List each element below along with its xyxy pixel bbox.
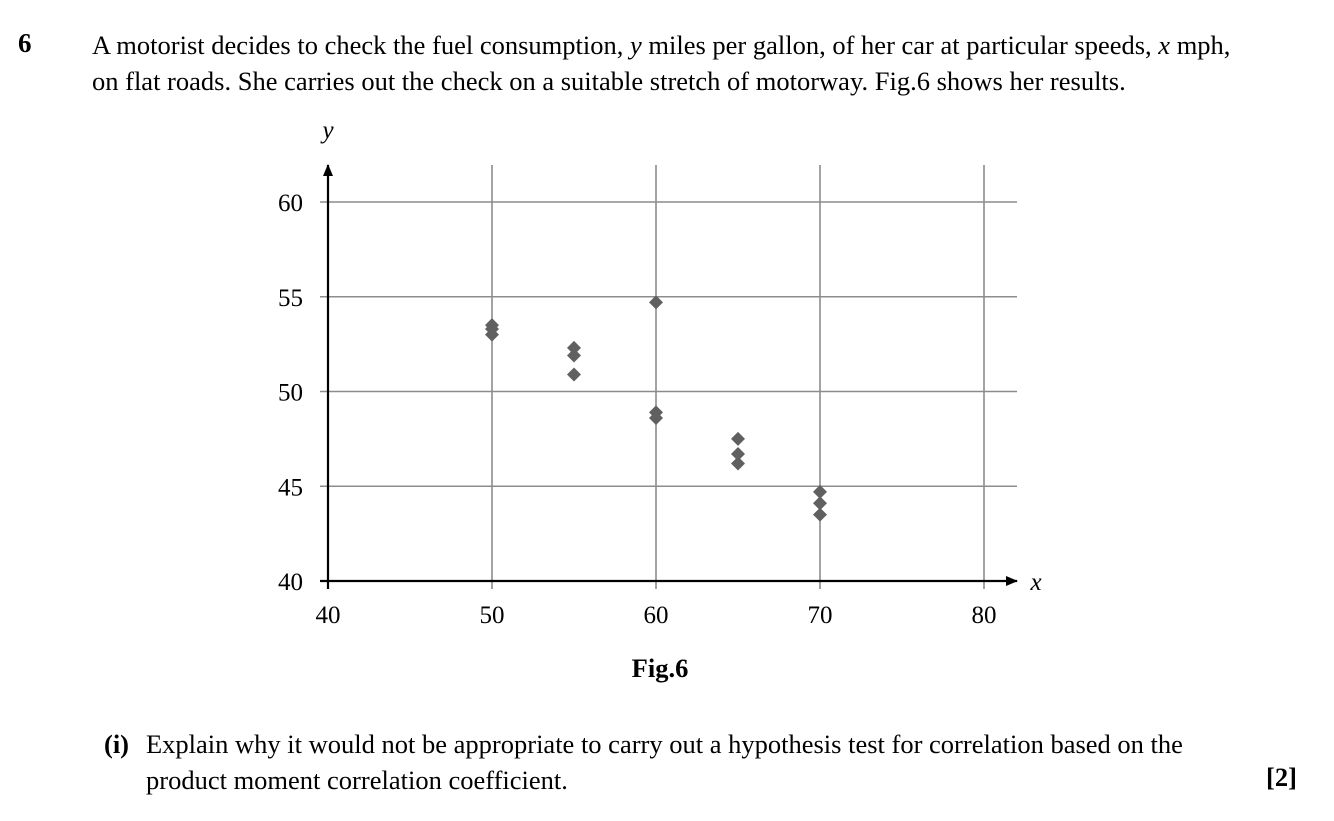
x-tick-label-50: 50 — [479, 602, 505, 629]
x-tick-label-40: 40 — [315, 602, 341, 629]
part-i-label: (i) — [104, 729, 130, 759]
figure-caption: Fig.6 — [631, 653, 689, 683]
grid-lines — [320, 165, 1017, 589]
x-tick-label-80: 80 — [971, 602, 997, 629]
y-tick-label-60: 60 — [278, 190, 303, 217]
data-point-15 — [813, 508, 827, 522]
intro-variable-x: x — [1158, 30, 1171, 60]
axes — [319, 117, 1041, 596]
data-point-12 — [731, 457, 745, 471]
tick-labels — [278, 190, 997, 629]
y-tick-label-40: 40 — [278, 569, 303, 596]
data-point-5 — [567, 348, 581, 362]
intro-variable-y: y — [629, 30, 642, 60]
x-tick-label-70: 70 — [807, 602, 833, 629]
y-axis-label: y — [322, 117, 334, 144]
question-number: 6 — [18, 28, 32, 58]
y-tick-label-55: 55 — [278, 284, 303, 312]
part-i-line-1: Explain why it would not be appropriate to carry out a hypothesis test for correlation based on the — [146, 729, 1183, 759]
intro-line-2: on flat roads. She carries out the check on a suitable stretch of motorway. Fig.6 shows her results. — [92, 66, 1126, 96]
y-tick-label-50: 50 — [278, 379, 303, 407]
y-tick-label-45: 45 — [278, 474, 303, 502]
intro-text-c: mph, — [1170, 30, 1231, 60]
part-i-line-2: product moment correlation coefficient. — [146, 765, 568, 795]
marks-label: [2] — [1266, 762, 1297, 792]
part-i-text — [146, 726, 1246, 798]
x-axis-label: x — [1030, 569, 1042, 596]
intro-text-b: miles per gallon, of her car at particular speeds, — [641, 30, 1159, 60]
x-tick-label-60: 60 — [643, 602, 669, 629]
data-point-6 — [567, 367, 581, 381]
intro-text-a: A motorist decides to check the fuel consumption, — [92, 30, 630, 60]
data-point-10 — [731, 432, 745, 446]
